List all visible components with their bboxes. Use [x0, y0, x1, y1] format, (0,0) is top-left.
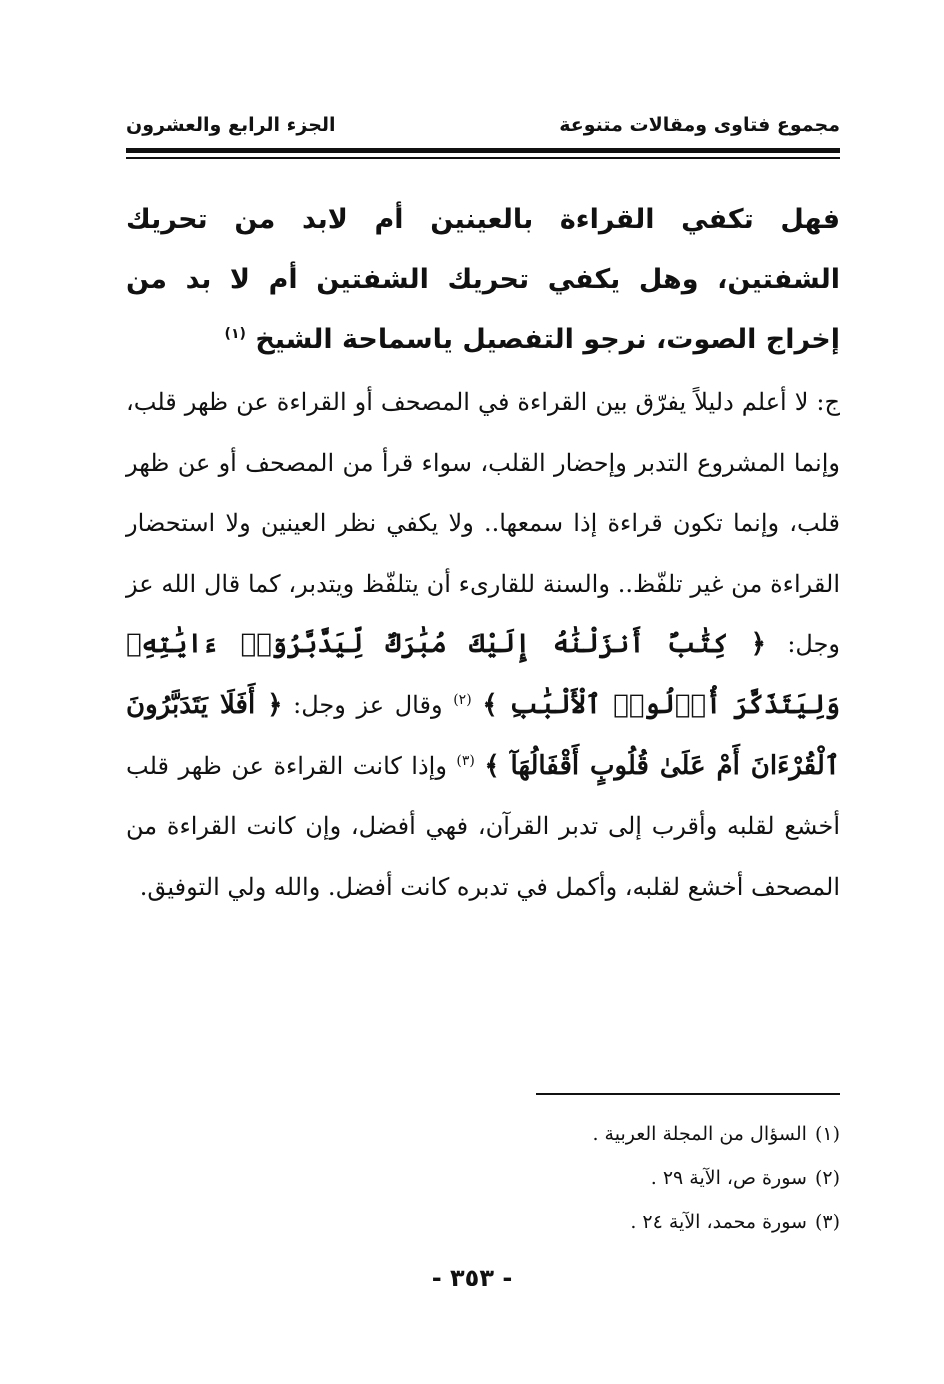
footnote-item [460, 1156, 840, 1200]
page-number: - ٣٥٣ - [431, 1264, 513, 1292]
running-header [126, 108, 840, 142]
footnote-item [460, 1112, 840, 1156]
footnote-text: سورة ص، الآية ٢٩ . [650, 1167, 807, 1189]
quran-verse-2: ﴿ أَفَلَا يَتَدَبَّرُونَ ٱلْقُرْءَانَ أَمْ عَلَىٰ قُلُوبٍ أَقْفَالُهَآ ﴾ [126, 689, 840, 781]
quran-verse-1: ﴿ كِتَٰبٌ أَنزَلْنَٰهُ إِلَيْكَ مُبَٰرَكٌ لِّيَدَّبَّرُوٓا۟ ءَايَٰتِهِۦ وَلِيَتَذَكَّرَ أُو۟لُوا۟ ٱلْأَلْبَٰبِ ﴾ [126, 629, 840, 720]
footnote-number: (٢) [814, 1167, 840, 1189]
header-rule-thin [126, 157, 840, 159]
footnote-ref-2: (٢) [453, 691, 472, 708]
header-book-title: مجموع فتاوى ومقالات متنوعة [559, 114, 840, 136]
question-paragraph [126, 190, 840, 370]
header-volume-title: الجزء الرابع والعشرون [126, 114, 336, 136]
question-text: فهل تكفي القراءة بالعينين أم لابد من تحريك الشفتين، وهل يكفي تحريك الشفتين أم لا بد من إخراج الصوت، نرجو التفصيل ياسماحة الشيخ [126, 204, 840, 355]
footnote-number: (٣) [814, 1211, 840, 1233]
answer-text-part2: وقال عز وجل: [293, 690, 443, 719]
footnotes-list [460, 1112, 840, 1244]
footnote-ref-3: (٣) [456, 752, 475, 769]
header-rule-thick [126, 148, 840, 153]
answer-paragraph [126, 372, 840, 917]
footnote-text: سورة محمد، الآية ٢٤ . [630, 1211, 807, 1233]
answer-text-part1: ج: لا أعلم دليلاً يفرّق بين القراءة في المصحف أو القراءة عن ظهر قلب، وإنما المشروع التدبر وإحضار القلب، سواء قرأ من المصحف أو عن ظهر قلب، وإنما تكون قراءة إذا سمعها.. ولا يكفي نظر العينين ولا استحضار القراءة من غير تلفّظ.. والسنة للقارىء أن يتلفّظ ويتدبر، كما قال الله عز وجل: [126, 388, 840, 659]
footnote-item [460, 1200, 840, 1244]
footnote-text: السؤال من المجلة العربية . [592, 1123, 807, 1145]
footnote-ref-1: (١) [224, 326, 246, 342]
footnote-separator [536, 1093, 840, 1095]
answer-text-part3: وإذا كانت القراءة عن ظهر قلب أخشع لقلبه وأقرب إلى تدبر القرآن، فهي أفضل، وإن كانت القراءة من المصحف أخشع لقلبه، وأكمل في تدبره كانت أفضل. والله ولي التوفيق. [126, 751, 840, 901]
footnote-number: (١) [814, 1123, 840, 1145]
